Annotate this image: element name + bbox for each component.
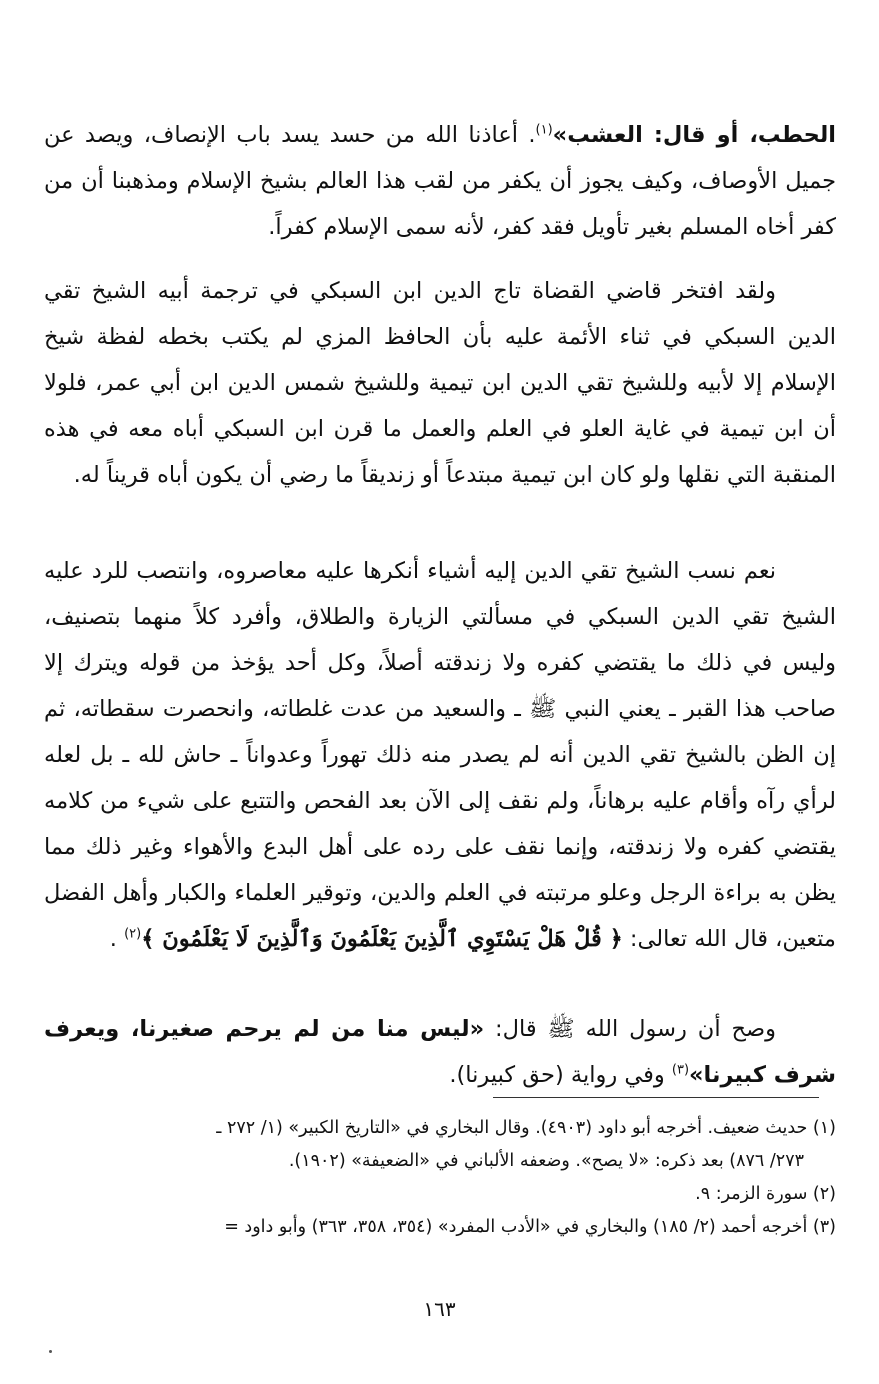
paragraph-4 [44,1006,836,1098]
footnote-separator [493,1097,819,1098]
paragraph-3-text: نعم نسب الشيخ تقي الدين إليه أشياء أنكرها عليه معاصروه، وانتصب للرد عليه الشيخ تقي الدين السبكي في مسألتي الزيارة والطلاق، وأفرد كلاً منهما بتصنيف، وليس في ذلك ما يقتضي كفره ولا زندقته أصلاً، وكل أحد يؤخذ من قوله ويترك إلا صاحب هذا القبر ـ يعني النبي ﷺ ـ والسعيد من عدت غلطاته، وانحصرت سقطاته، ثم إن الظن بالشيخ تقي الدين أنه لم يصدر منه ذلك تهوراً وعدواناً ـ حاش لله ـ بل لعله لرأي رآه وأقام عليه برهاناً، ولم نقف إلى الآن بعد الفحص والتتبع على شيء من كلامه يقتضي كفره ولا زندقته، وإنما نقف على رده على أهل البدع والأهواء وغير ذلك مما يظن به براءة الرجل وعلو مرتبته في العلم والدين، وتوقير العلماء والكبار وأهل الفضل متعين، قال الله تعالى: [44,558,836,952]
scan-speck [49,1350,52,1353]
paragraph-2-text: ولقد افتخر قاضي القضاة تاج الدين ابن السبكي في ترجمة أبيه الشيخ تقي الدين السبكي في ثناء الأئمة عليه بأن الحافظ المزي لم يكتب بخطه لفظة شيخ الإسلام إلا لأبيه وللشيخ تقي الدين ابن تيمية وللشيخ شمس الدين ابن أبي عمر، فلولا أن ابن تيمية في غاية العلو في العلم والعمل ما قرن ابن السبكي أباه معه في هذه المنقبة التي نقلها ولو كان ابن تيمية مبتدعاً أو زنديقاً ما رضي أن يكون أباه قريناً له. [44,278,836,488]
footnote-1-line-1: (١) حديث ضعيف. أخرجه أبو داود (٤٩٠٣). وقال البخاري في «التاريخ الكبير» (١/ ٢٧٢ ـ [216,1118,836,1138]
page-number: ١٦٣ [423,1297,456,1321]
paragraph-1 [44,112,836,250]
footnote-2: (٢) سورة الزمر: ٩. [695,1184,836,1204]
quran-verse: ﴿ قُلْ هَلْ يَسْتَوِي ٱلَّذِينَ يَعْلَمُونَ وَٱلَّذِينَ لَا يَعْلَمُونَ ﴾ [141,926,623,952]
footnote-1-line-2: ٢٧٣/ ٨٧٦) بعد ذكره: «لا يصح». وضعفه الألباني في «الضعيفة» (١٩٠٢). [288,1151,804,1171]
hadith-quote: «ليس منا من لم يرحم صغيرنا، ويعرف شرف كبيرنا» [44,1016,836,1088]
footnote-ref-2[interactable]: (٢) [124,926,142,942]
paragraph-3 [44,548,836,962]
footnote-3: (٣) أخرجه أحمد (٢/ ١٨٥) والبخاري في «الأدب المفرد» (٣٥٤، ٣٥٨، ٣٦٣) وأبو داود = [224,1217,836,1237]
paragraph-1-text: . أعاذنا الله من حسد يسد باب الإنصاف، ويصد عن جميل الأوصاف، وكيف يجوز أن يكفر من لقب هذا العالم بشيخ الإسلام ومذهبنا أن من كفر أخاه المسلم بغير تأويل فقد كفر، لأنه سمى الإسلام كفراً. [44,122,836,240]
paragraph-3-end: . [109,926,125,952]
paragraph-4-end: وفي رواية (حق كبيرنا). [449,1062,672,1088]
paragraph-2 [44,268,836,498]
bold-quote: الحطب، أو قال: العشب» [552,122,837,148]
footnotes [28,1112,836,1244]
footnote-ref-1[interactable]: (١) [535,122,553,138]
footnote-ref-3[interactable]: (٣) [671,1062,690,1078]
paragraph-4-text: وصح أن رسول الله ﷺ قال: [484,1016,776,1042]
